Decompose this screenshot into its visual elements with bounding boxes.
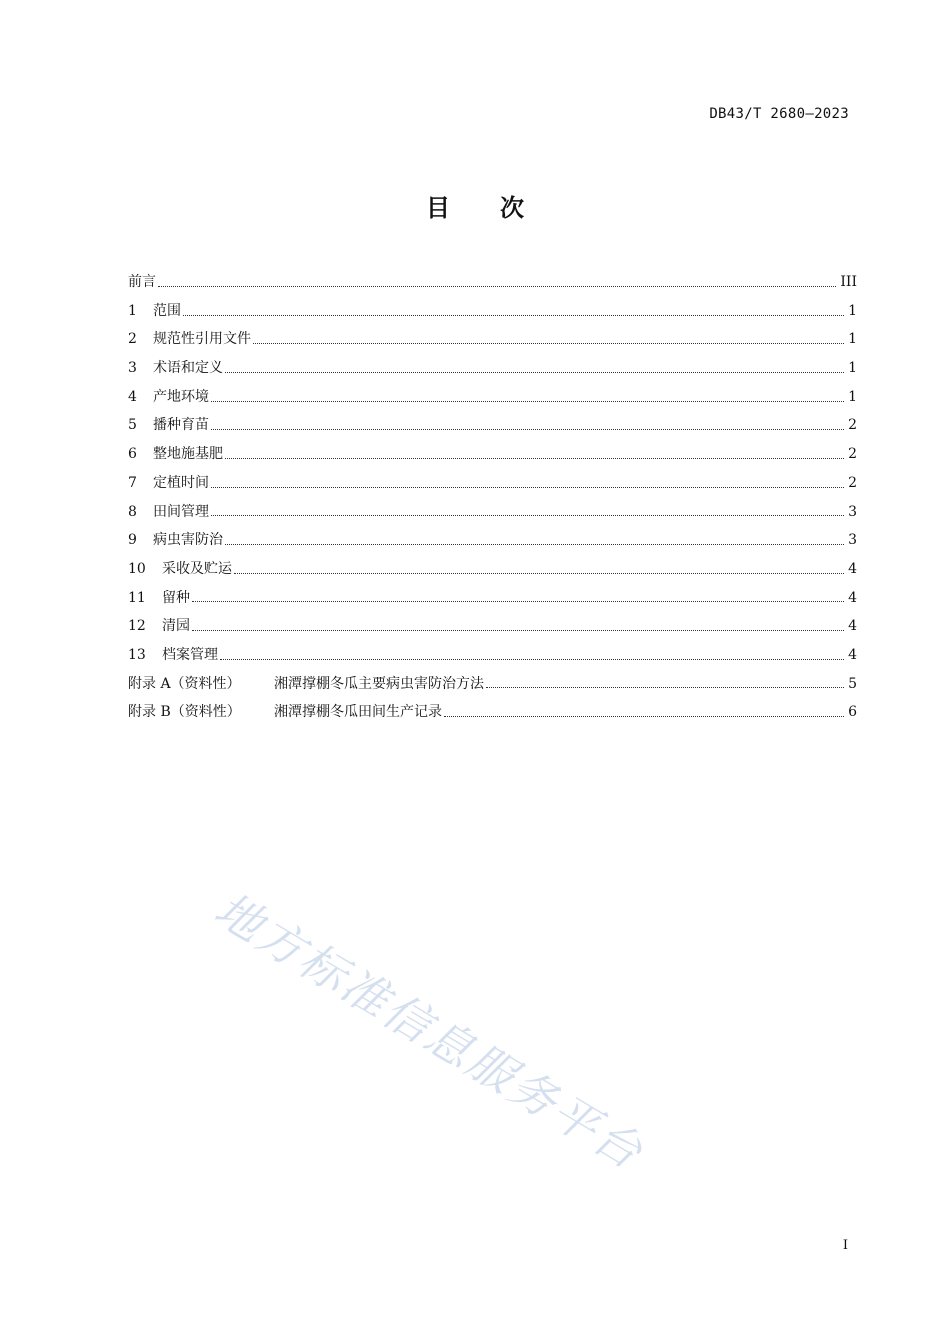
toc-entry-number: 附录 B（资料性） [128,704,241,721]
toc-entry-page: 1 [848,331,857,348]
toc-entry-label: 整地施基肥 [153,446,223,463]
toc-dot-leader [211,501,844,516]
toc-entry-label: 田间管理 [153,503,209,520]
toc-dot-leader [211,387,844,402]
toc-entry-appendix-a[interactable] [128,670,857,699]
toc-title [0,188,950,223]
toc-entry-1[interactable] [128,297,857,326]
toc-dot-leader [220,645,844,660]
toc-entry-label: 湘潭撑棚冬瓜田间生产记录 [274,704,442,721]
toc-entry-page: 6 [848,704,857,721]
toc-dot-leader [253,329,844,344]
toc-entry-number: 7 [128,474,137,491]
toc-entry-number: 1 [128,302,137,319]
toc-entry-number: 13 [128,646,146,663]
toc-entry-11[interactable] [128,584,857,613]
toc-entry-page: 4 [848,589,857,606]
toc-entry-preface[interactable] [128,268,857,297]
toc-entry-number: 11 [128,589,146,606]
toc-entry-3[interactable] [128,354,857,383]
toc-entry-5[interactable] [128,411,857,440]
toc-entry-label: 范围 [153,302,181,319]
toc-entry-appendix-b[interactable] [128,698,857,727]
toc-entry-label: 术语和定义 [153,360,223,377]
toc-entry-7[interactable] [128,469,857,498]
toc-entry-label: 清园 [162,618,190,635]
toc-entry-label: 采收及贮运 [162,560,232,577]
toc-entry-page: 3 [848,503,857,520]
watermark: 地方标准信息服务平台 [205,881,654,1181]
toc-entry-label: 定植时间 [153,474,209,491]
doc-code: DB43/T 2680—2023 [709,106,849,122]
toc-entry-number: 2 [128,331,137,348]
toc-dot-leader [192,587,844,602]
toc-dot-leader [183,301,844,316]
toc-dot-leader [211,415,844,430]
toc-entry-label: 留种 [162,589,190,606]
toc-entry-13[interactable] [128,641,857,670]
toc-list [128,268,857,727]
toc-entry-page: 1 [848,388,857,405]
toc-entry-6[interactable] [128,440,857,469]
toc-entry-page: 2 [848,474,857,491]
toc-entry-page: 4 [848,646,857,663]
toc-dot-leader [486,673,844,688]
toc-dot-leader [225,444,844,459]
toc-entry-page: III [840,274,857,290]
toc-entry-number: 附录 A（资料性） [128,675,241,692]
toc-entry-page: 2 [848,417,857,434]
toc-entry-8[interactable] [128,498,857,527]
toc-entry-label: 病虫害防治 [153,532,223,549]
toc-dot-leader [225,358,844,373]
toc-entry-label: 档案管理 [162,646,218,663]
toc-dot-leader [158,272,836,287]
toc-entry-label: 湘潭撑棚冬瓜主要病虫害防治方法 [274,675,484,692]
toc-entry-number: 4 [128,388,137,405]
toc-entry-number: 5 [128,417,137,434]
toc-entry-page: 5 [848,675,857,692]
toc-entry-page: 3 [848,532,857,549]
toc-entry-page: 4 [848,618,857,635]
page-number: I [842,1238,848,1253]
toc-entry-9[interactable] [128,526,857,555]
toc-entry-label: 规范性引用文件 [153,331,251,348]
toc-entry-page: 1 [848,302,857,319]
toc-dot-leader [444,702,844,717]
toc-entry-number: 9 [128,532,137,549]
toc-entry-page: 2 [848,446,857,463]
toc-entry-number: 12 [128,618,146,635]
toc-entry-12[interactable] [128,612,857,641]
toc-title-right: 次 [500,194,524,222]
toc-dot-leader [192,616,844,631]
toc-entry-number: 6 [128,446,137,463]
toc-entry-number: 10 [128,560,146,577]
toc-entry-label: 前言 [128,274,156,290]
toc-entry-number: 3 [128,360,137,377]
toc-entry-page: 1 [848,360,857,377]
toc-entry-page: 4 [848,560,857,577]
toc-entry-label: 播种育苗 [153,417,209,434]
toc-dot-leader [225,530,844,545]
toc-dot-leader [211,473,844,488]
toc-entry-10[interactable] [128,555,857,584]
toc-entry-4[interactable] [128,383,857,412]
toc-entry-number: 8 [128,503,137,520]
toc-entry-2[interactable] [128,325,857,354]
toc-entry-label: 产地环境 [153,388,209,405]
toc-dot-leader [234,559,844,574]
toc-title-left: 目 [426,194,450,222]
